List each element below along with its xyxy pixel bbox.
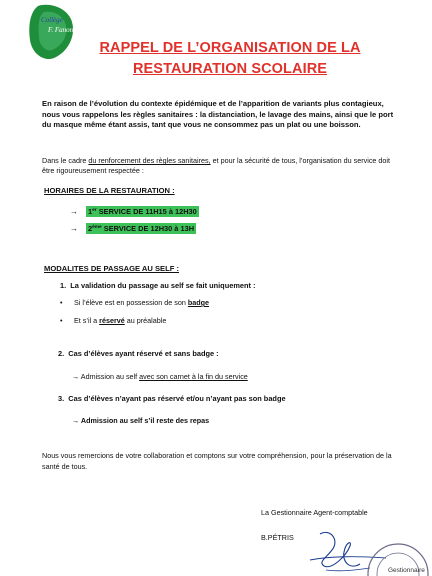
bullet-icon: • <box>60 316 63 325</box>
official-stamp <box>356 534 432 576</box>
item-2 <box>58 349 219 358</box>
horaires-heading: HORAIRES DE LA RESTAURATION : <box>44 186 175 195</box>
service-2-highlight: 2ème SERVICE DE 12H30 à 13H <box>88 224 195 233</box>
title-line1: RAPPEL DE L’ORGANISATION DE LA <box>99 40 361 56</box>
logo-text-line2: F. Fanon <box>48 26 74 34</box>
closing-paragraph: Nous vous remercions de votre collaboration et comptons sur votre compréhension, pour la préservation de la santé de tous. <box>42 451 392 471</box>
page-title <box>60 38 400 80</box>
signatory-role: La Gestionnaire Agent-comptable <box>261 508 368 517</box>
item-2-admission: → Admission au self avec son carnet à la fin du service <box>72 372 248 381</box>
item-3 <box>58 394 286 403</box>
item-2-number: 2. <box>58 349 65 358</box>
item-3-admission: → Admission au self s’il reste des repas <box>72 416 210 425</box>
item-3-text: Cas d’élèves n’ayant pas réservé et/ou n’ayant pas son badge <box>68 394 286 403</box>
bullet-reserve: • Et s’il a réservé au préalable <box>60 316 167 325</box>
stamp-text: Gestionnaire <box>388 567 425 574</box>
item-1-text: La validation du passage au self se fait uniquement : <box>70 281 256 290</box>
service-2 <box>70 223 196 234</box>
cadre-paragraph <box>42 156 402 176</box>
logo-text-line1: Collège <box>41 16 63 24</box>
cadre-before: Dans le cadre <box>42 156 89 165</box>
service-1 <box>70 206 199 217</box>
cadre-after: et pour la sécurité de tous, l’organisation du service doit être rigoureusement respectée : <box>42 156 390 176</box>
modalites-heading: MODALITES DE PASSAGE AU SELF : <box>44 264 180 273</box>
cadre-underlined: du renforcement des règles sanitaires, <box>88 156 211 165</box>
arrow-icon: → <box>70 224 78 233</box>
item-1 <box>60 281 256 290</box>
intro-paragraph: En raison de l’évolution du contexte épidémique et de l’apparition de variants plus contagieux, nous vous rappelons les règles sanitaires : la distanciation, le lavage des mains, ainsi que le port du masque même étant assis, tant que vous ne consommez pas un plat ou une boisson. <box>42 99 394 130</box>
title-line2: RESTAURATION SCOLAIRE <box>132 61 328 77</box>
arrow-icon: → <box>70 207 78 216</box>
item-1-number: 1. <box>60 281 67 290</box>
service-1-highlight: 1er SERVICE DE 11H15 à 12H30 <box>88 207 197 216</box>
bullet-badge: • Si l’élève est en possession de son badge <box>60 298 210 307</box>
item-3-number: 3. <box>58 394 65 403</box>
arrow-icon: → <box>72 372 80 381</box>
arrow-icon: → <box>72 416 80 425</box>
signatory-name: B.PÉTRIS <box>261 533 294 542</box>
item-2-text: Cas d’élèves ayant réservé et sans badge : <box>68 349 219 358</box>
bullet-icon: • <box>60 298 63 307</box>
